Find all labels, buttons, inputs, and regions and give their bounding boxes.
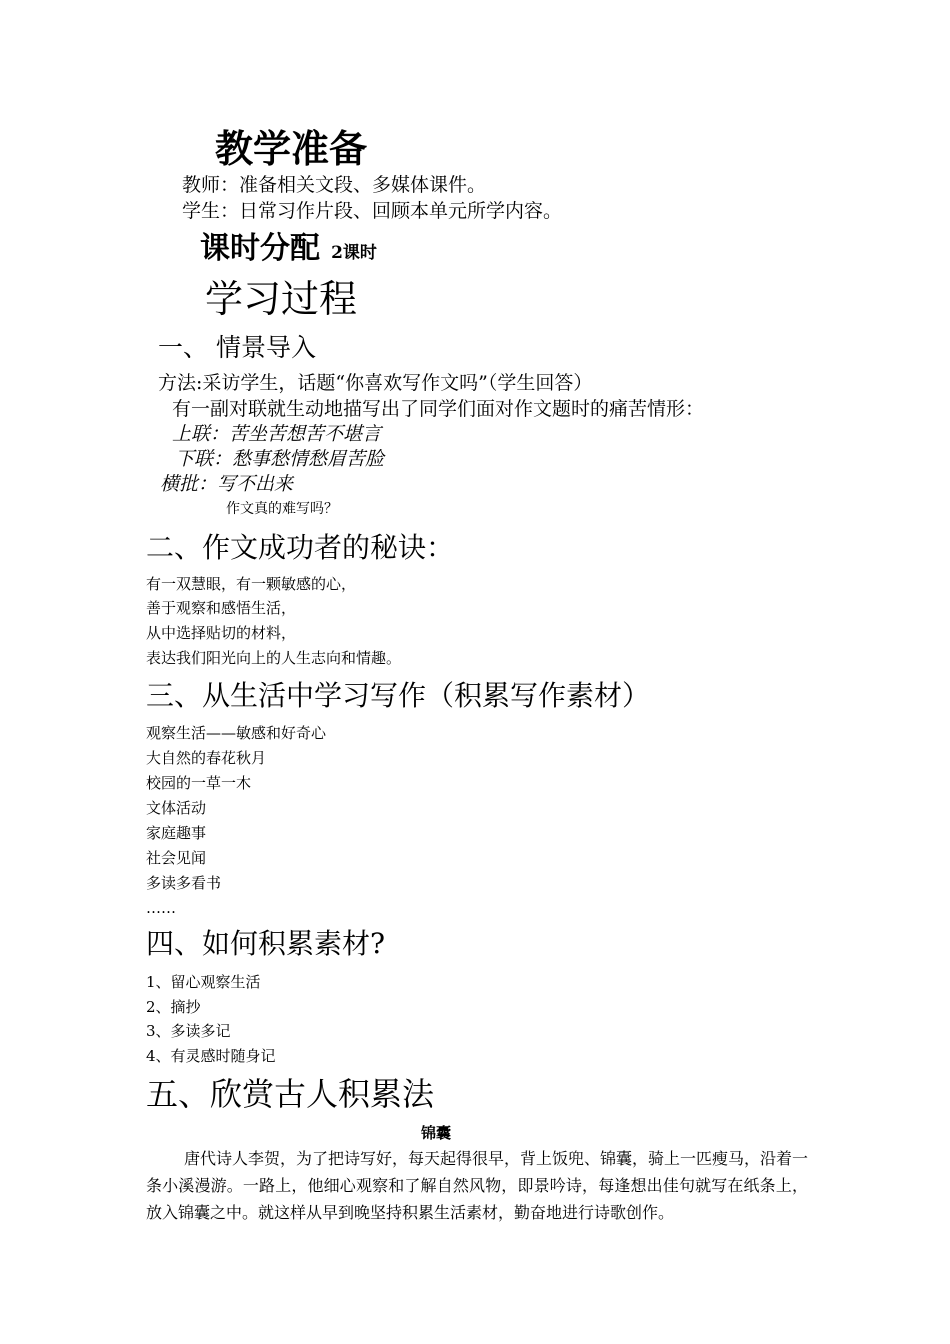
section1-heading: 一、 情景导入 xyxy=(158,333,316,362)
section1-intro: 有一副对联就生动地描写出了同学们面对作文题时的痛苦情形： xyxy=(172,398,705,420)
section4-item: 2、摘抄 xyxy=(146,998,201,1016)
section2-line: 有一双慧眼，有一颗敏感的心， xyxy=(146,575,357,593)
schedule-row xyxy=(200,231,377,266)
section4-item: 1、留心观察生活 xyxy=(146,973,261,991)
section2-heading: 二、作文成功者的秘诀： xyxy=(146,531,455,564)
section4-heading: 四、如何积累素材? xyxy=(146,927,386,960)
section5-heading: 五、欣赏古人积累法 xyxy=(146,1075,435,1113)
section2-line: 善于观察和感悟生活， xyxy=(146,599,297,617)
section2-line: 从中选择贴切的材料， xyxy=(146,624,297,642)
section3-heading: 三、从生活中学习写作（积累写作素材） xyxy=(146,679,651,712)
schedule-heading: 课时分配 xyxy=(200,231,320,266)
prep-student: 学生：日常习作片段、回顾本单元所学内容。 xyxy=(182,200,563,222)
section3-item: …… xyxy=(146,899,176,917)
section1-method: 方法:采访学生，话题“你喜欢写作文吗”（学生回答） xyxy=(158,372,593,394)
section4-item: 4、有灵感时随身记 xyxy=(146,1047,276,1065)
section2-line: 表达我们阳光向上的人生志向和情趣。 xyxy=(146,649,402,667)
prep-heading: 教学准备 xyxy=(215,126,368,171)
schedule-value: 2课时 xyxy=(331,243,377,263)
section1-question: 作文真的难写吗？ xyxy=(226,501,338,517)
couplet-lower: 下联：愁事愁情愁眉苦脸 xyxy=(175,448,385,470)
section3-item: 大自然的春花秋月 xyxy=(146,749,267,767)
prep-teacher: 教师：准备相关文段、多媒体课件。 xyxy=(182,174,487,196)
section3-item: 家庭趣事 xyxy=(146,824,207,842)
couplet-horizontal: 横批：写不出来 xyxy=(160,473,294,495)
story-paragraph: 唐代诗人李贺，为了把诗写好，每天起得很早，背上饭兜、锦囊，骑上一匹瘦马，沿着一条小溪漫游。一路上，他细心观察和了解自然风物，即景吟诗，每逢想出佳句就写在纸条上，放入锦囊之中。就这样从早到晚坚持积累生活素材，勤奋地进行诗歌创作。 xyxy=(146,1149,809,1222)
story-title: 锦囊 xyxy=(421,1124,452,1142)
section4-item: 3、多读多记 xyxy=(146,1022,231,1040)
process-heading: 学习过程 xyxy=(205,277,358,321)
section3-item: 文体活动 xyxy=(146,799,207,817)
section3-item: 观察生活——敏感和好奇心 xyxy=(146,724,327,742)
section3-item: 多读多看书 xyxy=(146,874,222,892)
section3-item: 社会见闻 xyxy=(146,849,207,867)
couplet-upper: 上联：苦坐苦想苦不堪言 xyxy=(172,423,382,445)
section3-item: 校园的一草一木 xyxy=(146,774,252,792)
